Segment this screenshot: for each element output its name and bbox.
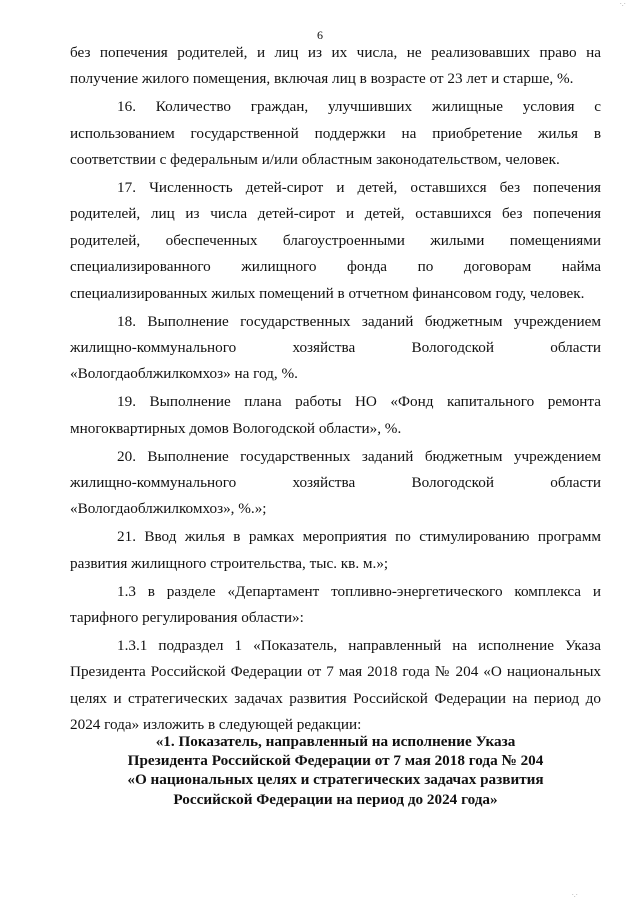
paragraph-item-18: 18. Выполнение государственных заданий бюджетным учреждением жилищно-коммунального хозяйства Вологодской области «Вологдаоблжилкомхоз» на год, %.	[70, 312, 601, 383]
document-body	[70, 40, 601, 740]
paragraph-item-17: 17. Численность детей-сирот и детей, оставшихся без попечения родителей, лиц из числа детей-сирот и детей, оставшихся без попечения родителей, обеспеченных благоустроенными жилыми помещениями специализированного жилищного фонда по договорам найма специализированных жилых помещений в отчетном финансовом году, человек.	[70, 179, 601, 302]
paragraph-item-19: 19. Выполнение плана работы НО «Фонд капитального ремонта многоквартирных домов Вологодской области», %.	[70, 393, 601, 437]
heading-line: Российской Федерации на период до 2024 года»	[173, 790, 498, 808]
paragraph-continuation: без попечения родителей, и лиц из их числа, не реализовавших право на получение жилого помещения, включая лиц в возрасте от 23 лет и старше, %.	[70, 44, 601, 88]
paragraph-item-21: 21. Ввод жилья в рамках мероприятия по стимулированию программ развития жилищного строительства, тыс. кв. м.»;	[70, 528, 601, 572]
paragraph-item-16: 16. Количество граждан, улучшивших жилищные условия с использованием государственной поддержки на приобретение жилья в соответствии с федеральным и/или областным законодательством, человек.	[70, 98, 601, 169]
scan-mark: ·.·	[619, 0, 626, 8]
paragraph-section-1-3: 1.3 в разделе «Департамент топливно-энергетического комплекса и тарифного регулирования области»:	[70, 582, 601, 627]
paragraph-item-20: 20. Выполнение государственных заданий бюджетным учреждением жилищно-коммунального хозяйства Вологодской области «Вологдаоблжилкомхоз», %.»;	[70, 447, 601, 518]
scan-mark: ·.·	[571, 891, 578, 899]
heading-line: «О национальных целях и стратегических задачах развития	[127, 771, 544, 789]
page-number: 6	[317, 28, 323, 42]
paragraph-section-1-3-1: 1.3.1 подраздел 1 «Показатель, направленный на исполнение Указа Президента Российской Федерации от 7 мая 2018 года № 204 «О национальных целях и стратегических задачах развития Российской Федерации на период до 2024 года» изложить в следующей редакции:	[70, 636, 601, 734]
heading-line: «1. Показатель, направленный на исполнение Указа	[155, 733, 516, 750]
heading-line: Президента Российской Федерации от 7 мая 2018 года № 204	[127, 752, 544, 770]
section-heading	[70, 732, 601, 809]
